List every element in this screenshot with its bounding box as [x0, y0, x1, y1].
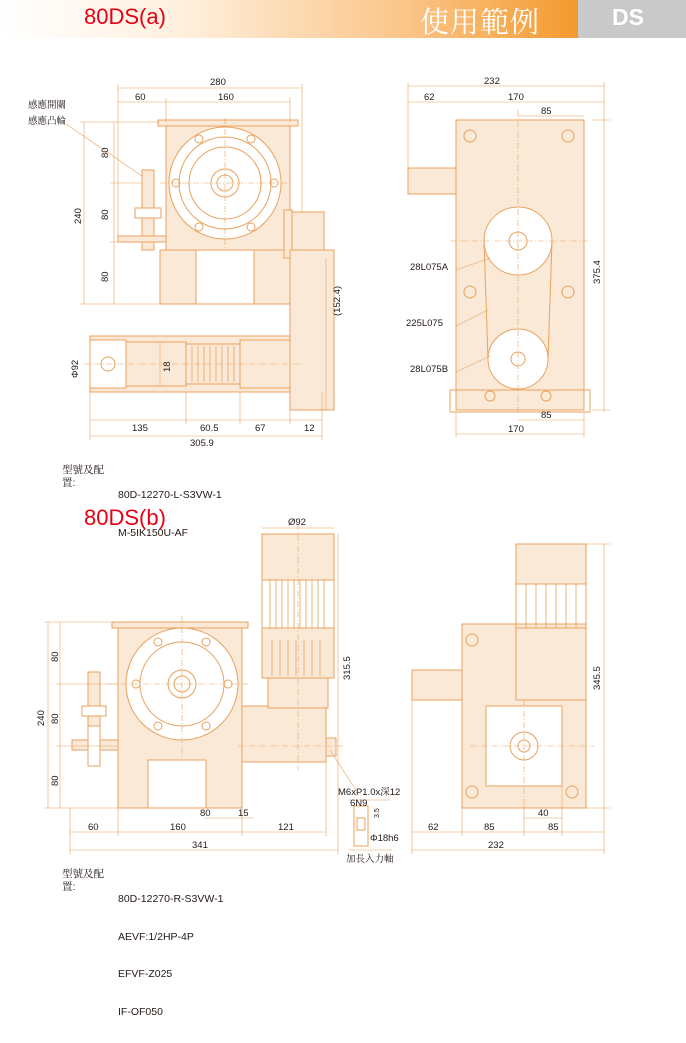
dim-a-240: 240: [73, 208, 84, 224]
dim-b-85b: 85: [548, 822, 559, 833]
dim-b-d92: Ø92: [288, 517, 306, 528]
detail-shaft: [354, 806, 368, 846]
dim-a-375-4: 375.4: [592, 260, 603, 284]
b-extended-shaft: [326, 738, 336, 756]
dim-a-135: 135: [132, 423, 148, 434]
label-sensor-cam: 感應凸輪: [28, 116, 67, 127]
dim-b-key: 6N9: [350, 798, 368, 809]
dim-b-62: 62: [428, 822, 439, 833]
b-front-motor-fins: [516, 584, 586, 628]
b-front-motor-body: [516, 628, 586, 700]
b-sensor-switch: [82, 706, 106, 716]
b-front-motor-cap: [516, 544, 586, 584]
series-badge: DS: [612, 4, 644, 30]
dim-b-80: 80: [200, 808, 211, 819]
dim-b-345-5: 345.5: [592, 666, 603, 690]
model-b-line-4: IF-OF050: [118, 1005, 163, 1018]
dim-a-80-mid: 80: [100, 209, 111, 220]
dim-b-341: 341: [192, 840, 208, 851]
dim-b-80-top: 80: [50, 651, 61, 662]
dim-b-80-bot: 80: [50, 775, 61, 786]
dim-b-240: 240: [36, 710, 47, 726]
front-shaft: [408, 168, 456, 194]
b-gearbox-flange: [112, 622, 248, 628]
dim-a-232: 232: [484, 76, 500, 87]
gearbox-base-notch: [196, 250, 254, 304]
dim-b-121: 121: [278, 822, 294, 833]
dim-a-160: 160: [218, 92, 234, 103]
dim-a-170-bot: 170: [508, 424, 524, 435]
dim-b-thread: M6xP1.0x深12: [338, 787, 401, 798]
dim-b-60: 60: [88, 822, 99, 833]
sensor-switch: [135, 208, 161, 218]
dim-a-80-bot: 80: [100, 271, 111, 282]
b-bearing-housing: [242, 706, 326, 762]
dim-a-60-5: 60.5: [200, 423, 219, 434]
dim-a-170-top: 170: [508, 92, 524, 103]
dim-b-85a: 85: [484, 822, 495, 833]
model-a-line-1: 80D-12270-L-S3VW-1: [118, 489, 222, 501]
dim-a-60: 60: [135, 92, 146, 103]
dim-a-67: 67: [255, 423, 266, 434]
label-belt: 225L075: [406, 318, 443, 329]
title-80ds-a: 80DS(a): [84, 4, 166, 29]
label-pulley-a: 28L075A: [410, 262, 449, 273]
model-label-b: 型號及配置:: [62, 868, 104, 893]
model-values-b: [118, 868, 223, 1043]
view-b-side: [44, 524, 356, 854]
b-front-shaft: [412, 670, 462, 700]
dim-b-15: 15: [238, 808, 249, 819]
gearbox-flange-top: [158, 120, 298, 126]
model-b-line-2: AEVF:1/2HP-4P: [118, 930, 194, 943]
dim-a-12: 12: [304, 423, 315, 434]
dim-b-80-mid: 80: [50, 713, 61, 724]
label-extended-shaft: 加長入力軸: [346, 854, 394, 865]
model-config-b: [62, 868, 224, 1018]
motor-bracket: [290, 250, 334, 410]
dim-a-85-top: 85: [541, 106, 552, 117]
label-sensor-switch: 感應開關: [28, 100, 67, 111]
view-a-front: [408, 82, 610, 438]
title-80ds-b: 80DS(b): [84, 505, 166, 530]
dim-a-62: 62: [424, 92, 435, 103]
b-base-notch: [148, 760, 206, 808]
view-b-front: [412, 544, 610, 854]
dim-b-160: 160: [170, 822, 186, 833]
dim-a-18: 18: [162, 361, 173, 372]
pulley-housing: [290, 212, 324, 256]
model-b-line-1: 80D-12270-R-S3VW-1: [118, 893, 224, 905]
dim-a-305-9: 305.9: [190, 438, 214, 449]
title-usage-examples: 使用範例: [420, 5, 541, 39]
dim-a-85-bot: 85: [541, 410, 552, 421]
label-pulley-b: 28L075B: [410, 364, 449, 375]
dim-b-40: 40: [538, 808, 549, 819]
model-a-line-2: M-5IK150U-AF: [118, 526, 189, 539]
dim-a-80-top: 80: [100, 147, 111, 158]
input-shaft: [118, 236, 166, 242]
view-a-side: [66, 84, 334, 440]
dim-b-shaft: Φ18h6: [370, 833, 399, 844]
model-b-line-3: EFVF-Z025: [118, 968, 173, 980]
dim-a-152: (152.4): [332, 285, 343, 316]
dim-a-d92: Φ92: [70, 359, 81, 378]
dim-a-280: 280: [210, 77, 226, 88]
model-label-a: 型號及配置:: [62, 464, 104, 489]
dim-b-232: 232: [488, 840, 504, 851]
dim-b-315-5: 315.5: [342, 656, 353, 680]
dim-b-small: 3.5: [374, 808, 381, 818]
b-sensor-cam: [88, 672, 100, 732]
